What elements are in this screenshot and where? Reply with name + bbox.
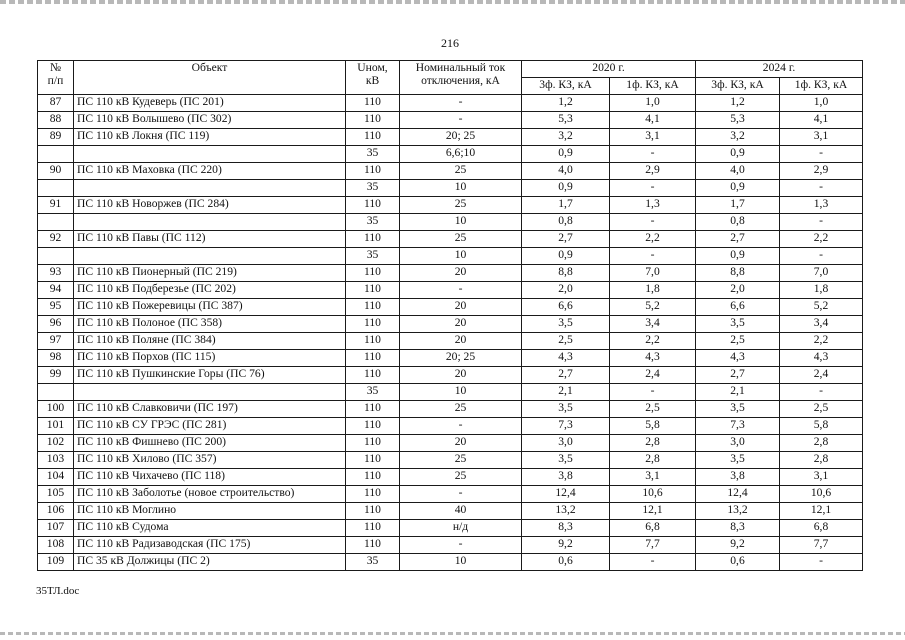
header-2020-1ph: 1ф. КЗ, кА <box>610 78 696 95</box>
cell-voltage: 110 <box>346 231 400 248</box>
cell-2024-3ph: 5,3 <box>696 112 780 129</box>
cell-2024-1ph: 3,1 <box>780 129 863 146</box>
cell-2020-1ph: - <box>610 214 696 231</box>
cell-number <box>38 146 74 163</box>
cell-rated-current: 20 <box>400 333 522 350</box>
cell-2024-1ph: 7,7 <box>780 537 863 554</box>
cell-object: ПС 110 кВ СУ ГРЭС (ПС 281) <box>74 418 346 435</box>
cell-number: 87 <box>38 95 74 112</box>
cell-object: ПС 110 кВ Полоное (ПС 358) <box>74 316 346 333</box>
table-row <box>38 180 863 197</box>
cell-2024-1ph: 5,8 <box>780 418 863 435</box>
cell-2024-3ph: 4,3 <box>696 350 780 367</box>
cell-2024-1ph: 7,0 <box>780 265 863 282</box>
cell-2024-3ph: 0,9 <box>696 180 780 197</box>
table-row <box>38 367 863 384</box>
cell-2024-3ph: 12,4 <box>696 486 780 503</box>
cell-voltage: 110 <box>346 418 400 435</box>
cell-2024-1ph: 2,9 <box>780 163 863 180</box>
cell-2024-1ph: 5,2 <box>780 299 863 316</box>
cell-2024-3ph: 7,3 <box>696 418 780 435</box>
cell-voltage: 110 <box>346 163 400 180</box>
cell-2020-1ph: 12,1 <box>610 503 696 520</box>
cell-2020-3ph: 4,3 <box>522 350 610 367</box>
cell-2024-3ph: 4,0 <box>696 163 780 180</box>
page-number: 216 <box>441 36 459 50</box>
cell-object: ПС 110 кВ Подберезье (ПС 202) <box>74 282 346 299</box>
cell-number: 94 <box>38 282 74 299</box>
cell-2024-1ph: 10,6 <box>780 486 863 503</box>
cell-object: ПС 110 кВ Славковичи (ПС 197) <box>74 401 346 418</box>
cell-2020-3ph: 2,5 <box>522 333 610 350</box>
cell-voltage: 35 <box>346 384 400 401</box>
cell-rated-current: 6,6;10 <box>400 146 522 163</box>
cell-rated-current: 10 <box>400 384 522 401</box>
cell-number: 103 <box>38 452 74 469</box>
table-row <box>38 282 863 299</box>
cell-number: 108 <box>38 537 74 554</box>
cell-number: 102 <box>38 435 74 452</box>
table-row <box>38 231 863 248</box>
cell-voltage: 110 <box>346 401 400 418</box>
table-row <box>38 214 863 231</box>
cell-2020-3ph: 0,6 <box>522 554 610 571</box>
table-row <box>38 197 863 214</box>
cell-2024-3ph: 2,7 <box>696 367 780 384</box>
cell-number <box>38 384 74 401</box>
cell-number: 90 <box>38 163 74 180</box>
cell-2020-3ph: 3,0 <box>522 435 610 452</box>
cell-rated-current: 20 <box>400 367 522 384</box>
cell-2020-1ph: 2,2 <box>610 231 696 248</box>
cell-voltage: 110 <box>346 282 400 299</box>
table-row <box>38 418 863 435</box>
cell-number: 106 <box>38 503 74 520</box>
cell-voltage: 35 <box>346 214 400 231</box>
cell-2020-3ph: 0,9 <box>522 146 610 163</box>
cell-2020-1ph: 2,8 <box>610 452 696 469</box>
scan-top-edge <box>0 0 905 4</box>
header-year-2020: 2020 г. <box>522 61 696 78</box>
cell-number: 89 <box>38 129 74 146</box>
cell-number: 104 <box>38 469 74 486</box>
table-row <box>38 384 863 401</box>
cell-rated-current: 20 <box>400 299 522 316</box>
table-row <box>38 350 863 367</box>
cell-rated-current: - <box>400 282 522 299</box>
cell-rated-current: 20; 25 <box>400 350 522 367</box>
table-row <box>38 520 863 537</box>
cell-object: ПС 110 кВ Локня (ПС 119) <box>74 129 346 146</box>
cell-voltage: 110 <box>346 112 400 129</box>
cell-2020-1ph: 6,8 <box>610 520 696 537</box>
cell-2020-1ph: - <box>610 180 696 197</box>
cell-number: 100 <box>38 401 74 418</box>
cell-object: ПС 110 кВ Пожеревицы (ПС 387) <box>74 299 346 316</box>
cell-voltage: 35 <box>346 248 400 265</box>
cell-2024-1ph: 4,1 <box>780 112 863 129</box>
cell-2020-1ph: 3,1 <box>610 129 696 146</box>
cell-2024-3ph: 3,5 <box>696 316 780 333</box>
cell-2024-1ph: 6,8 <box>780 520 863 537</box>
cell-voltage: 110 <box>346 435 400 452</box>
cell-object: ПС 110 кВ Чихачево (ПС 118) <box>74 469 346 486</box>
cell-2024-3ph: 1,7 <box>696 197 780 214</box>
cell-rated-current: - <box>400 537 522 554</box>
cell-number: 95 <box>38 299 74 316</box>
cell-2020-3ph: 9,2 <box>522 537 610 554</box>
header-rated-current <box>400 61 522 95</box>
cell-object: ПС 110 кВ Хилово (ПС 357) <box>74 452 346 469</box>
cell-2020-3ph: 3,5 <box>522 316 610 333</box>
cell-2020-1ph: - <box>610 146 696 163</box>
cell-voltage: 110 <box>346 299 400 316</box>
cell-2020-3ph: 4,0 <box>522 163 610 180</box>
cell-2024-1ph: 2,4 <box>780 367 863 384</box>
cell-2024-3ph: 3,2 <box>696 129 780 146</box>
cell-2020-1ph: 4,3 <box>610 350 696 367</box>
cell-rated-current: - <box>400 112 522 129</box>
cell-2020-3ph: 2,1 <box>522 384 610 401</box>
cell-object: ПС 110 кВ Заболотье (новое строительство) <box>74 486 346 503</box>
cell-2020-3ph: 0,8 <box>522 214 610 231</box>
cell-2024-3ph: 9,2 <box>696 537 780 554</box>
cell-2024-1ph: 1,3 <box>780 197 863 214</box>
cell-2020-1ph: 3,1 <box>610 469 696 486</box>
cell-rated-current: 25 <box>400 452 522 469</box>
header-unom <box>346 61 400 95</box>
document-filename: 35ТЛ.doc <box>36 585 80 597</box>
cell-2020-1ph: - <box>610 554 696 571</box>
cell-2024-1ph: 3,1 <box>780 469 863 486</box>
cell-voltage: 110 <box>346 503 400 520</box>
cell-voltage: 35 <box>346 146 400 163</box>
cell-2020-3ph: 8,3 <box>522 520 610 537</box>
table-row <box>38 537 863 554</box>
cell-2024-3ph: 0,8 <box>696 214 780 231</box>
cell-number: 88 <box>38 112 74 129</box>
cell-rated-current: - <box>400 418 522 435</box>
cell-object: ПС 110 кВ Новоржев (ПС 284) <box>74 197 346 214</box>
cell-2020-3ph: 12,4 <box>522 486 610 503</box>
cell-2020-3ph: 13,2 <box>522 503 610 520</box>
cell-voltage: 110 <box>346 469 400 486</box>
cell-rated-current: 10 <box>400 554 522 571</box>
cell-2020-1ph: 5,2 <box>610 299 696 316</box>
cell-2024-1ph: 4,3 <box>780 350 863 367</box>
table-row <box>38 401 863 418</box>
cell-voltage: 110 <box>346 333 400 350</box>
cell-object: ПС 110 кВ Моглино <box>74 503 346 520</box>
cell-rated-current: 20 <box>400 316 522 333</box>
cell-2024-3ph: 0,6 <box>696 554 780 571</box>
cell-2024-1ph: - <box>780 554 863 571</box>
cell-voltage: 110 <box>346 537 400 554</box>
cell-2020-1ph: 5,8 <box>610 418 696 435</box>
cell-2020-1ph: 2,8 <box>610 435 696 452</box>
header-number-line1: № <box>49 61 62 74</box>
cell-number: 105 <box>38 486 74 503</box>
cell-2024-1ph: 2,8 <box>780 435 863 452</box>
cell-number: 97 <box>38 333 74 350</box>
cell-rated-current: 25 <box>400 197 522 214</box>
cell-2024-1ph: - <box>780 146 863 163</box>
cell-2024-1ph: - <box>780 214 863 231</box>
cell-2020-3ph: 2,0 <box>522 282 610 299</box>
table-row <box>38 435 863 452</box>
cell-2024-1ph: 2,2 <box>780 333 863 350</box>
header-rated-current-line2: отключения, кА <box>421 74 500 87</box>
cell-2020-3ph: 3,5 <box>522 452 610 469</box>
cell-2020-3ph: 3,8 <box>522 469 610 486</box>
cell-2024-3ph: 3,5 <box>696 452 780 469</box>
cell-voltage: 110 <box>346 452 400 469</box>
cell-object: ПС 110 кВ Волышево (ПС 302) <box>74 112 346 129</box>
cell-object <box>74 384 346 401</box>
cell-2024-1ph: 2,5 <box>780 401 863 418</box>
table-row <box>38 486 863 503</box>
table-row <box>38 248 863 265</box>
cell-number: 92 <box>38 231 74 248</box>
table-row <box>38 316 863 333</box>
cell-2024-1ph: - <box>780 248 863 265</box>
cell-rated-current: - <box>400 486 522 503</box>
cell-number <box>38 214 74 231</box>
cell-2024-3ph: 3,0 <box>696 435 780 452</box>
cell-2020-3ph: 0,9 <box>522 180 610 197</box>
header-2020-3ph: 3ф. КЗ, кА <box>522 78 610 95</box>
cell-voltage: 110 <box>346 350 400 367</box>
cell-voltage: 110 <box>346 129 400 146</box>
cell-2024-3ph: 3,5 <box>696 401 780 418</box>
cell-2020-1ph: 2,5 <box>610 401 696 418</box>
header-object: Объект <box>74 61 346 95</box>
cell-number: 101 <box>38 418 74 435</box>
cell-voltage: 110 <box>346 520 400 537</box>
cell-2024-3ph: 1,2 <box>696 95 780 112</box>
header-2024-1ph: 1ф. КЗ, кА <box>780 78 863 95</box>
cell-voltage: 110 <box>346 265 400 282</box>
table-row <box>38 112 863 129</box>
cell-2024-3ph: 2,5 <box>696 333 780 350</box>
table-row <box>38 163 863 180</box>
cell-object: ПС 110 кВ Поляне (ПС 384) <box>74 333 346 350</box>
cell-voltage: 110 <box>346 486 400 503</box>
cell-voltage: 35 <box>346 554 400 571</box>
table-row <box>38 452 863 469</box>
cell-2024-3ph: 0,9 <box>696 248 780 265</box>
header-number-line2: п/п <box>47 74 64 87</box>
cell-2020-1ph: 7,7 <box>610 537 696 554</box>
cell-2020-3ph: 3,5 <box>522 401 610 418</box>
table-row <box>38 129 863 146</box>
cell-voltage: 110 <box>346 316 400 333</box>
cell-rated-current: - <box>400 95 522 112</box>
cell-2020-3ph: 7,3 <box>522 418 610 435</box>
cell-2024-3ph: 6,6 <box>696 299 780 316</box>
cell-2024-1ph: 3,4 <box>780 316 863 333</box>
cell-object: ПС 110 кВ Кудеверь (ПС 201) <box>74 95 346 112</box>
cell-number: 93 <box>38 265 74 282</box>
cell-voltage: 110 <box>346 367 400 384</box>
cell-2024-1ph: 1,8 <box>780 282 863 299</box>
cell-2020-1ph: 2,9 <box>610 163 696 180</box>
table-row <box>38 503 863 520</box>
cell-2024-1ph: 12,1 <box>780 503 863 520</box>
cell-object <box>74 146 346 163</box>
cell-2024-1ph: - <box>780 384 863 401</box>
cell-2024-1ph: 2,2 <box>780 231 863 248</box>
cell-2020-1ph: 4,1 <box>610 112 696 129</box>
cell-number: 109 <box>38 554 74 571</box>
cell-2020-1ph: 7,0 <box>610 265 696 282</box>
cell-2020-1ph: 10,6 <box>610 486 696 503</box>
table-row <box>38 554 863 571</box>
cell-object: ПС 110 кВ Судома <box>74 520 346 537</box>
cell-rated-current: 20; 25 <box>400 129 522 146</box>
header-unom-line1: Uном, <box>357 61 388 74</box>
header-2024-3ph: 3ф. КЗ, кА <box>696 78 780 95</box>
cell-voltage: 110 <box>346 95 400 112</box>
table-row <box>38 265 863 282</box>
cell-2020-1ph: - <box>610 248 696 265</box>
table-row <box>38 299 863 316</box>
cell-number: 99 <box>38 367 74 384</box>
cell-number: 98 <box>38 350 74 367</box>
cell-2024-3ph: 8,3 <box>696 520 780 537</box>
cell-2024-3ph: 3,8 <box>696 469 780 486</box>
cell-object <box>74 248 346 265</box>
cell-object: ПС 110 кВ Фишнево (ПС 200) <box>74 435 346 452</box>
header-number <box>38 61 74 95</box>
cell-voltage: 35 <box>346 180 400 197</box>
cell-object: ПС 110 кВ Радизаводская (ПС 175) <box>74 537 346 554</box>
cell-voltage: 110 <box>346 197 400 214</box>
cell-object: ПС 110 кВ Павы (ПС 112) <box>74 231 346 248</box>
short-circuit-table <box>37 60 863 571</box>
cell-2024-3ph: 8,8 <box>696 265 780 282</box>
cell-2024-1ph: - <box>780 180 863 197</box>
cell-rated-current: 10 <box>400 214 522 231</box>
cell-number: 91 <box>38 197 74 214</box>
cell-object: ПС 35 кВ Должицы (ПС 2) <box>74 554 346 571</box>
cell-rated-current: 10 <box>400 248 522 265</box>
cell-2020-3ph: 3,2 <box>522 129 610 146</box>
cell-rated-current: н/д <box>400 520 522 537</box>
scan-bottom-edge <box>0 632 905 635</box>
cell-object: ПС 110 кВ Порхов (ПС 115) <box>74 350 346 367</box>
cell-2024-3ph: 2,0 <box>696 282 780 299</box>
cell-rated-current: 25 <box>400 401 522 418</box>
cell-rated-current: 25 <box>400 163 522 180</box>
cell-2020-3ph: 1,7 <box>522 197 610 214</box>
cell-2020-3ph: 1,2 <box>522 95 610 112</box>
cell-2024-1ph: 1,0 <box>780 95 863 112</box>
cell-object: ПС 110 кВ Маховка (ПС 220) <box>74 163 346 180</box>
cell-object <box>74 180 346 197</box>
table-row <box>38 469 863 486</box>
cell-rated-current: 25 <box>400 231 522 248</box>
cell-2024-3ph: 13,2 <box>696 503 780 520</box>
cell-object: ПС 110 кВ Пушкинские Горы (ПС 76) <box>74 367 346 384</box>
cell-rated-current: 20 <box>400 435 522 452</box>
header-unom-line2: кВ <box>365 74 380 87</box>
header-rated-current-line1: Номинальный ток <box>415 61 506 74</box>
cell-rated-current: 20 <box>400 265 522 282</box>
table-row <box>38 95 863 112</box>
cell-2020-1ph: 1,8 <box>610 282 696 299</box>
cell-2020-1ph: 1,3 <box>610 197 696 214</box>
cell-2020-1ph: - <box>610 384 696 401</box>
cell-number <box>38 180 74 197</box>
cell-rated-current: 10 <box>400 180 522 197</box>
cell-2020-3ph: 2,7 <box>522 367 610 384</box>
cell-2024-3ph: 2,1 <box>696 384 780 401</box>
cell-number: 107 <box>38 520 74 537</box>
cell-2024-3ph: 0,9 <box>696 146 780 163</box>
cell-2020-3ph: 5,3 <box>522 112 610 129</box>
cell-number <box>38 248 74 265</box>
cell-2024-1ph: 2,8 <box>780 452 863 469</box>
cell-2020-1ph: 2,4 <box>610 367 696 384</box>
cell-2020-3ph: 2,7 <box>522 231 610 248</box>
table-row <box>38 146 863 163</box>
header-year-2024: 2024 г. <box>696 61 863 78</box>
cell-2020-1ph: 2,2 <box>610 333 696 350</box>
cell-object <box>74 214 346 231</box>
cell-2020-3ph: 6,6 <box>522 299 610 316</box>
cell-2020-3ph: 0,9 <box>522 248 610 265</box>
cell-2020-3ph: 8,8 <box>522 265 610 282</box>
cell-rated-current: 40 <box>400 503 522 520</box>
table-row <box>38 333 863 350</box>
cell-object: ПС 110 кВ Пионерный (ПС 219) <box>74 265 346 282</box>
table-body <box>38 95 863 571</box>
cell-2024-3ph: 2,7 <box>696 231 780 248</box>
cell-2020-1ph: 3,4 <box>610 316 696 333</box>
cell-number: 96 <box>38 316 74 333</box>
cell-rated-current: 25 <box>400 469 522 486</box>
cell-2020-1ph: 1,0 <box>610 95 696 112</box>
